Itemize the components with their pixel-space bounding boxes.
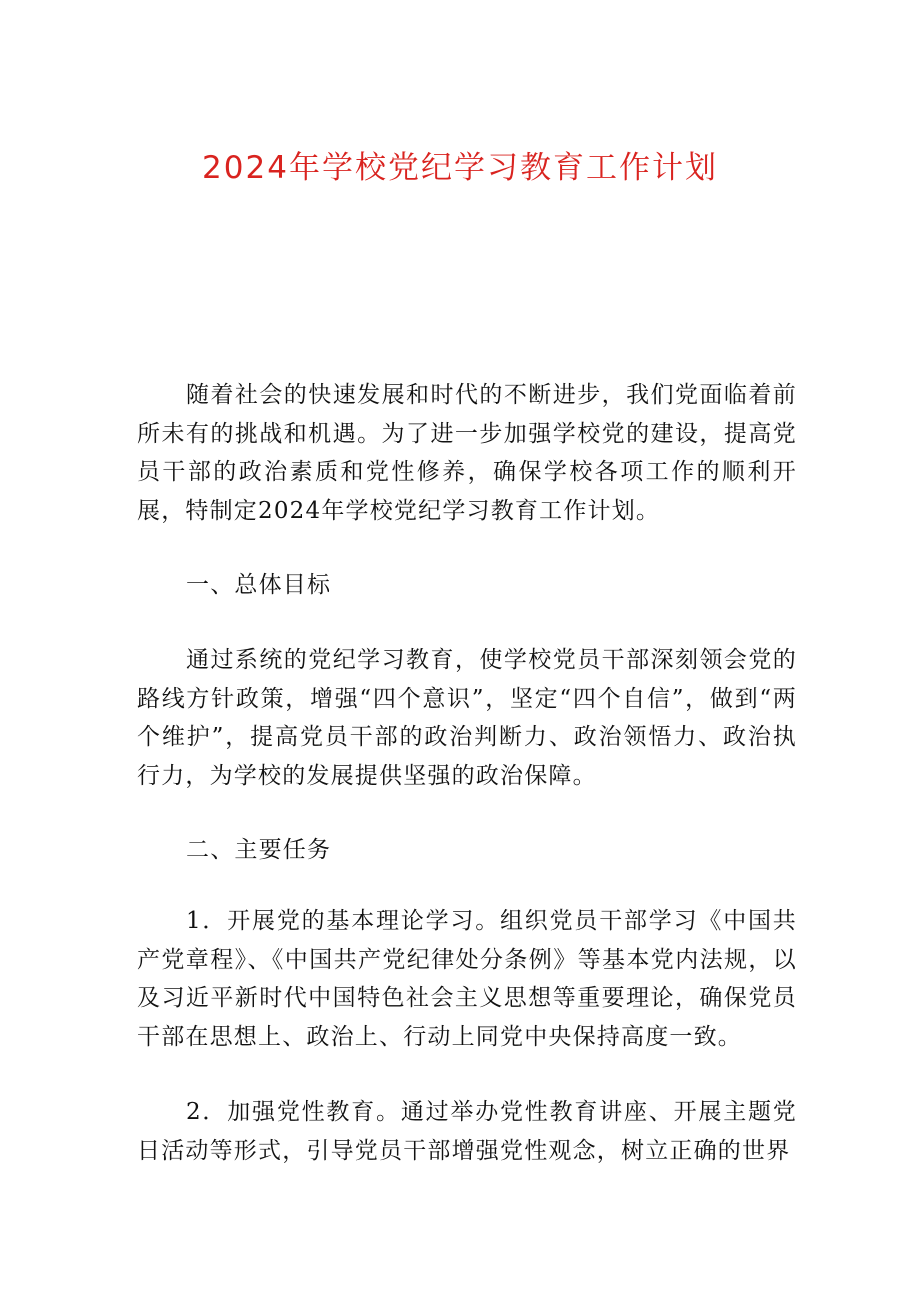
section-heading-tasks: 二、主要任务 (186, 837, 332, 863)
goals-paragraph: 通过系统的党纪学习教育，使学校党员干部深刻领会党的路线方针政策，增强“四个意识”，坚定“四个自信”，做到“两个维护”，提高党员干部的政治判断力、政治领悟力、政治执行力，为学校的发展提供坚强的政治保障。 (137, 647, 797, 789)
task-item-2: 2．加强党性教育。通过举办党性教育讲座、开展主题党日活动等形式，引导党员干部增强党性观念，树立正确的世界 (137, 1099, 797, 1164)
task-item-1: 1．开展党的基本理论学习。组织党员干部学习《中国共产党章程》、《中国共产党纪律处分条例》等基本党内法规，以及习近平新时代中国特色社会主义思想等重要理论，确保党员干部在思想上、政治上、行动上同党中央保持高度一致。 (137, 908, 797, 1050)
document-title: 2024年学校党纪学习教育工作计划 (202, 150, 718, 186)
section-heading-goals: 一、总体目标 (186, 572, 332, 598)
intro-paragraph: 随着社会的快速发展和时代的不断进步，我们党面临着前所未有的挑战和机遇。为了进一步加强学校党的建设，提高党员干部的政治素质和党性修养，确保学校各项工作的顺利开展，特制定2024年学校党纪学习教育工作计划。 (137, 382, 797, 524)
